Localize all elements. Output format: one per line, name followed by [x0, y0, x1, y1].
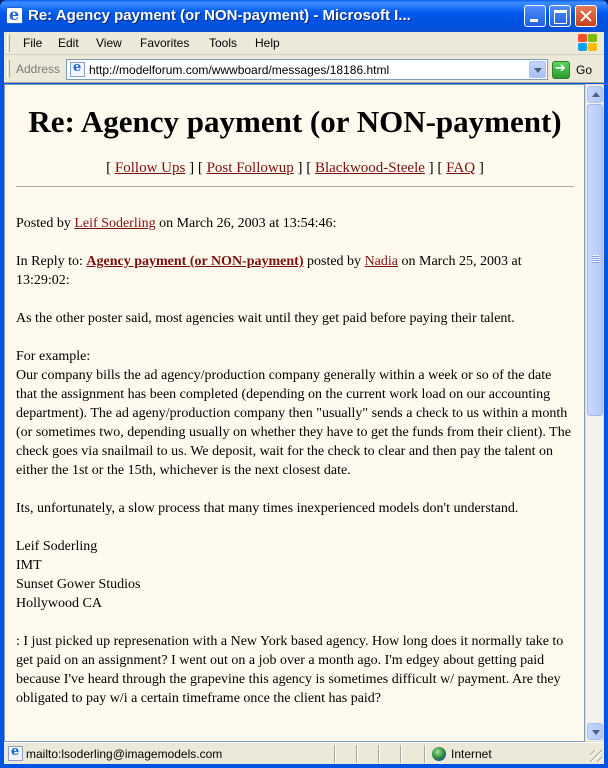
- toolbar-grip[interactable]: [7, 60, 10, 77]
- window-frame-right: [604, 32, 608, 768]
- body-paragraph: [16, 347, 574, 480]
- body-paragraph: As the other poster said, most agencies wait until they get paid before paying their talent.: [16, 311, 515, 326]
- menu-view[interactable]: View: [96, 36, 122, 50]
- go-arrow-icon[interactable]: [552, 61, 570, 79]
- window-frame-left: [0, 32, 4, 768]
- signature-line: Hollywood CA: [16, 596, 102, 611]
- example-label: For example:: [16, 349, 91, 364]
- menu-file[interactable]: File: [23, 36, 43, 50]
- reply-date: on March 25, 2003 at 13:29:02:: [16, 254, 522, 288]
- scroll-thumb[interactable]: [587, 104, 603, 416]
- status-separator: [378, 745, 380, 763]
- board-link[interactable]: Blackwood-Steele: [314, 160, 425, 176]
- reply-label: In Reply to:: [16, 254, 83, 269]
- menu-help[interactable]: Help: [255, 36, 280, 50]
- toolbar-grip[interactable]: [7, 35, 10, 52]
- status-text: mailto:lsoderling@imagemodels.com: [26, 747, 223, 761]
- parent-post-link[interactable]: Agency payment (or NON-payment): [86, 254, 304, 269]
- address-bar: [4, 55, 604, 83]
- author-link[interactable]: Leif Soderling: [74, 216, 156, 231]
- internet-zone-icon: [432, 747, 446, 761]
- post-meta: [16, 214, 574, 233]
- maximize-button[interactable]: [549, 5, 571, 27]
- signature-line: Leif Soderling: [16, 539, 98, 554]
- post-date: on March 26, 2003 at 13:54:46:: [159, 216, 337, 231]
- body-paragraph: Its, unfortunately, a slow process that many times inexperienced models don't understand.: [16, 501, 519, 516]
- go-label[interactable]: Go: [576, 63, 593, 77]
- menu-edit[interactable]: Edit: [58, 36, 79, 50]
- go-button[interactable]: [552, 60, 602, 80]
- page-icon: [70, 62, 85, 77]
- menu-favorites[interactable]: Favorites: [140, 36, 190, 50]
- page-title: Re: Agency payment (or NON-payment): [28, 104, 562, 139]
- reply-meta: [16, 252, 574, 290]
- reply-author-link[interactable]: Nadia: [364, 254, 398, 269]
- status-separator: [356, 745, 358, 763]
- faq-link[interactable]: FAQ: [446, 160, 476, 176]
- windows-logo-icon: [576, 33, 598, 53]
- reply-posted-by: posted by: [307, 254, 362, 269]
- quoted-text: : I just picked up represenation with a New York based agency. How long does it normally take to get paid on an assignment? I went out on a job over a month ago. I'm edgey about getting paid because I've heard through the grapevine this agency is sometimes difficult w/ payment. Are they obligated to pay w/i a certain timeframe once the client has paid?: [16, 634, 564, 706]
- scroll-down-button[interactable]: [587, 723, 603, 740]
- address-dropdown-button[interactable]: [529, 61, 546, 78]
- security-zone: Internet: [451, 747, 492, 761]
- signature-line: IMT: [16, 558, 42, 573]
- signature-line: Sunset Gower Studios: [16, 577, 141, 592]
- status-separator: [424, 745, 426, 763]
- address-url[interactable]: http://modelforum.com/wwwboard/messages/18186.html: [89, 63, 390, 77]
- divider: [16, 186, 574, 187]
- follow-ups-link[interactable]: Follow Ups: [114, 160, 186, 176]
- resize-grip[interactable]: [590, 750, 602, 762]
- title-bar[interactable]: [0, 0, 608, 32]
- page-icon: [8, 746, 23, 761]
- signature: [16, 537, 574, 613]
- window-title: Re: Agency payment (or NON-payment) - Microsoft I...: [28, 7, 411, 24]
- message-page: [5, 85, 585, 708]
- menu-tools[interactable]: Tools: [209, 36, 238, 50]
- post-followup-link[interactable]: Post Followup: [206, 160, 294, 176]
- status-separator: [334, 745, 336, 763]
- scroll-up-button[interactable]: [587, 86, 603, 103]
- close-button[interactable]: [575, 5, 597, 27]
- window-frame-bottom: [0, 764, 608, 768]
- message-nav: [ Follow Ups ] [ Post Followup ] [ Blackwood-Steele ] [ FAQ ]: [106, 160, 484, 176]
- page-content: [4, 84, 585, 742]
- posted-by-label: Posted by: [16, 216, 71, 231]
- menu-bar: [4, 32, 604, 55]
- minimize-button[interactable]: [524, 5, 546, 27]
- vertical-scrollbar[interactable]: [585, 84, 604, 742]
- address-label: Address: [16, 62, 61, 76]
- address-input[interactable]: [66, 59, 548, 80]
- status-bar: [4, 742, 604, 764]
- example-text: Our company bills the ad agency/production company generally within a week or so of the date that the assignment has been completed (depending on the current work load on our accounting department). The ad ageny/production company then "usually" sends a check to us within a month (or sometimes two, depending usually on whether they have to get the funds from their client). The check goes via snailmail to us. We deposit, wait for the check to clear and then pay the talent on either the 1st or the 15th, whichever is the next closest date.: [16, 368, 571, 478]
- status-separator: [400, 745, 402, 763]
- ie-icon[interactable]: [6, 7, 23, 24]
